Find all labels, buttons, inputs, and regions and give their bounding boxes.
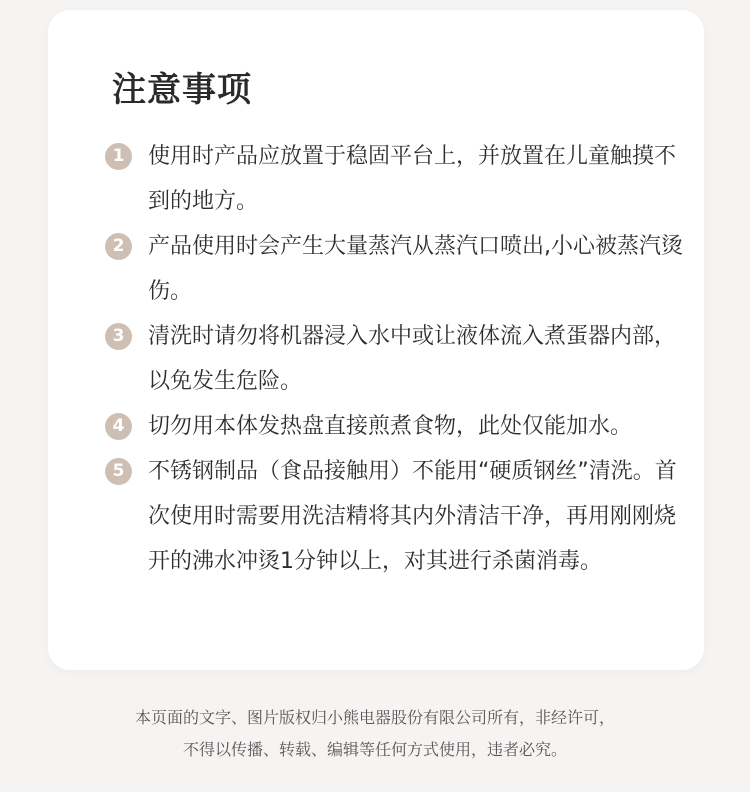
number-badge-3: 3: [105, 323, 132, 350]
note-item-4: [104, 404, 694, 449]
note-text-2: 产品使用时会产生大量蒸汽从蒸汽口喷出,小心被蒸汽烫伤。: [148, 234, 683, 304]
note-text-5: 不锈钢制品（食品接触用）不能用“硬质钢丝”清洗。首次使用时需要用洗洁精将其内外清洁干净，再用刚刚烧开的沸水冲烫1分钟以上，对其进行杀菌消毒。: [148, 459, 677, 574]
number-badge-5: 5: [105, 458, 132, 485]
note-text-4: 切勿用本体发热盘直接煎煮食物，此处仅能加水。: [148, 414, 633, 439]
note-item-3: [104, 314, 694, 404]
note-text-3: 清洗时请勿将机器浸入水中或让液体流入煮蛋器内部，以免发生危险。: [148, 324, 677, 394]
page-title: 注意事项: [112, 70, 252, 110]
note-text-1: 使用时产品应放置于稳固平台上，并放置在儿童触摸不到的地方。: [148, 144, 677, 214]
note-item-1: [104, 134, 694, 224]
copyright-line-1: 本页面的文字、图片版权归小熊电器股份有限公司所有，非经许可，: [134, 708, 615, 727]
copyright-notice: [0, 702, 750, 766]
copyright-line-2: 不得以传播、转载、编辑等任何方式使用，违者必究。: [182, 740, 567, 759]
notes-list: [104, 134, 694, 584]
note-item-5: [104, 449, 694, 584]
number-badge-1: 1: [105, 143, 132, 170]
note-item-2: [104, 224, 694, 314]
number-badge-2: 2: [105, 233, 132, 260]
number-badge-4: 4: [105, 413, 132, 440]
